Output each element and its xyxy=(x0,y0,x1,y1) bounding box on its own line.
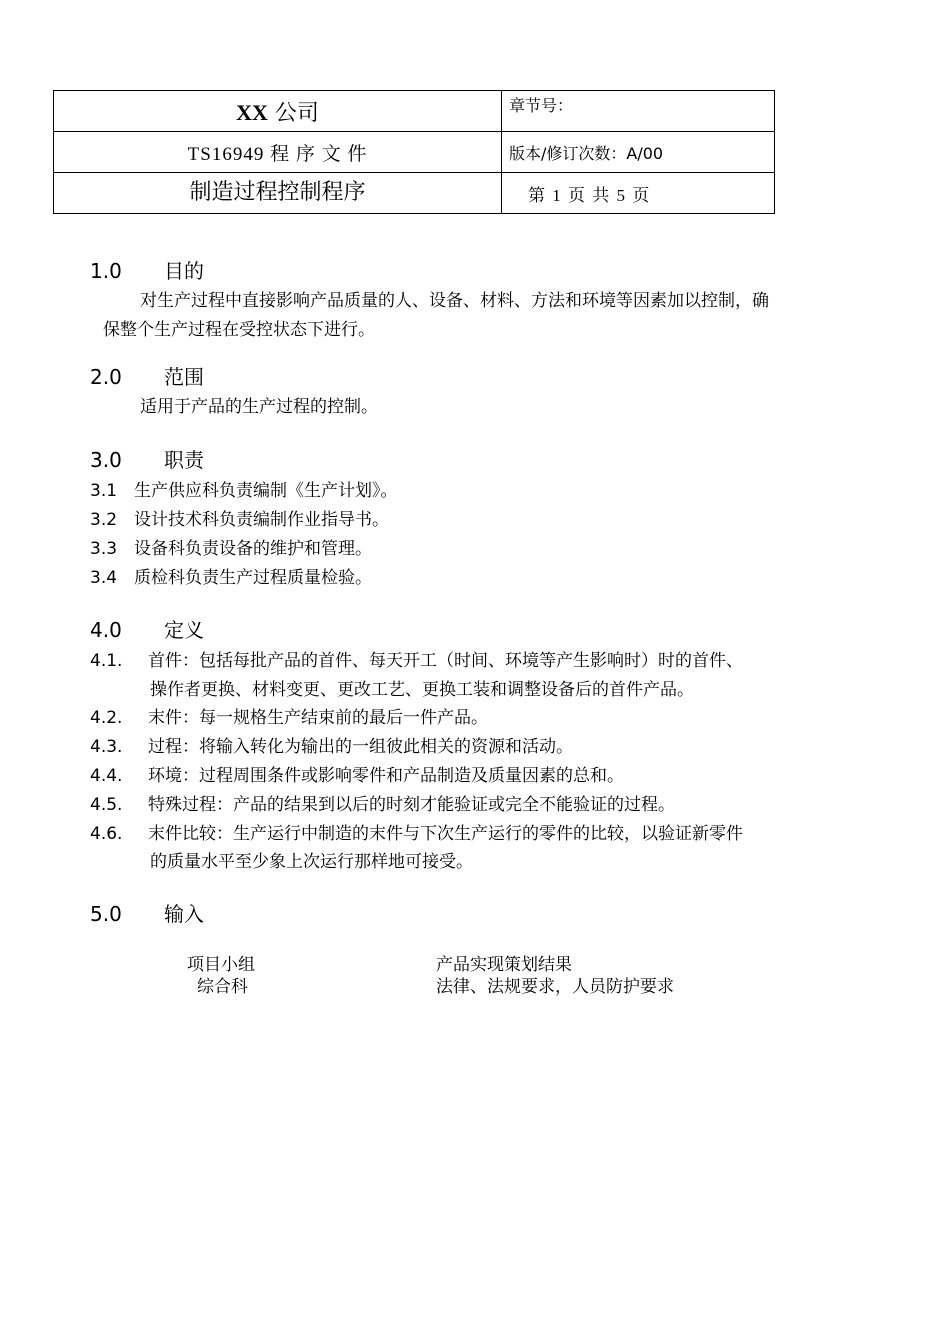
section-heading: 5.0 输入 xyxy=(90,902,204,926)
input-source: 综合科 xyxy=(197,977,248,997)
page-info: 第 1 页 共 5 页 xyxy=(502,173,775,214)
list-item: 4.2. 末件：每一规格生产结束前的最后一件产品。 xyxy=(90,708,488,728)
document-header-table xyxy=(53,90,775,214)
input-source: 项目小组 xyxy=(187,955,255,975)
section-heading: 2.0 范围 xyxy=(90,365,204,389)
paragraph-text: 对生产过程中直接影响产品质量的人、设备、材料、方法和环境等因素加以控制，确 xyxy=(140,291,769,311)
paragraph-text: 保整个生产过程在受控状态下进行。 xyxy=(103,320,375,340)
section-heading: 1.0 目的 xyxy=(90,259,204,283)
list-item: 4.1. 首件：包括每批产品的首件、每天开工（时间、环境等产生影响时）时的首件、 xyxy=(90,651,743,671)
document-type: TS16949 程 序 文 件 xyxy=(54,132,502,173)
version-revision: 版本/修订次数：A/00 xyxy=(502,132,775,173)
chapter-number: 章节号： xyxy=(502,91,775,132)
list-item-continuation: 的质量水平至少象上次运行那样地可接受。 xyxy=(150,852,473,872)
section-heading: 3.0 职责 xyxy=(90,448,204,472)
company-name: XX 公司 xyxy=(54,91,502,132)
list-item: 3.3 设备科负责设备的维护和管理。 xyxy=(90,539,372,559)
paragraph-text: 适用于产品的生产过程的控制。 xyxy=(140,397,378,417)
list-item: 3.2 设计技术科负责编制作业指导书。 xyxy=(90,510,389,530)
section-heading: 4.0 定义 xyxy=(90,618,204,642)
list-item: 4.6. 末件比较：生产运行中制造的末件与下次生产运行的零件的比较，以验证新零件 xyxy=(90,824,743,844)
input-item: 产品实现策划结果 xyxy=(436,955,572,975)
input-item: 法律、法规要求，人员防护要求 xyxy=(436,977,674,997)
list-item: 3.1 生产供应科负责编制《生产计划》。 xyxy=(90,481,398,501)
list-item: 4.5. 特殊过程：产品的结果到以后的时刻才能验证或完全不能验证的过程。 xyxy=(90,795,675,815)
list-item-continuation: 操作者更换、材料变更、更改工艺、更换工装和调整设备后的首件产品。 xyxy=(150,680,694,700)
list-item: 3.4 质检科负责生产过程质量检验。 xyxy=(90,568,372,588)
document-title: 制造过程控制程序 xyxy=(54,173,502,214)
list-item: 4.3. 过程：将输入转化为输出的一组彼此相关的资源和活动。 xyxy=(90,737,573,757)
list-item: 4.4. 环境：过程周围条件或影响零件和产品制造及质量因素的总和。 xyxy=(90,766,624,786)
